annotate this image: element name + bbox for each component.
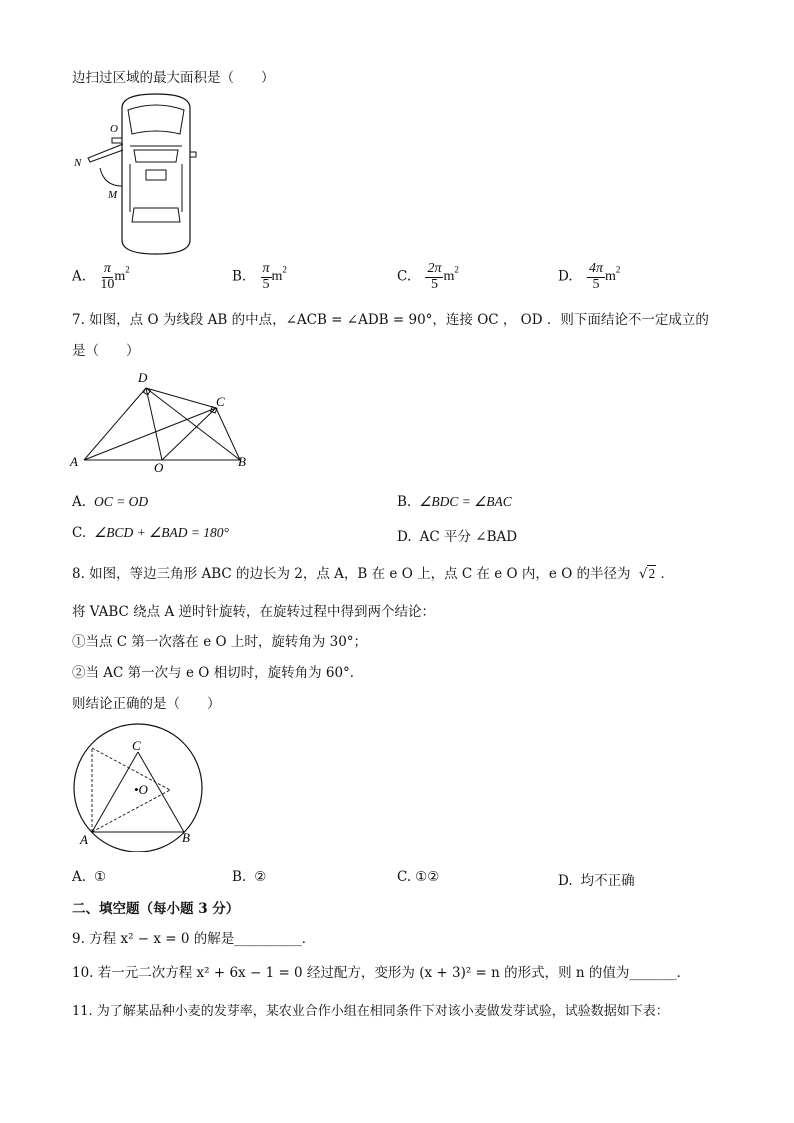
q7-label-A: A — [70, 454, 78, 469]
q7-option-a[interactable]: A. OC = OD — [72, 494, 149, 510]
q8-option-d[interactable]: D. 均不正确 — [558, 873, 635, 889]
label-M: M — [108, 189, 118, 201]
q7-option-b[interactable]: B. ∠BDC = ∠BAC — [397, 494, 512, 510]
q7-label-C: C — [216, 394, 225, 409]
q7-option-c[interactable]: C. ∠BCD + ∠BAD = 180° — [72, 525, 229, 541]
q7-label-B: B — [238, 454, 246, 469]
q8-figure — [66, 722, 216, 852]
q8-label-C: C — [132, 738, 141, 753]
car-figure — [72, 90, 212, 260]
q6-option-b[interactable]: B. $\frac{\pi}{5}$ $m^2$ — [232, 261, 287, 292]
q7-option-d[interactable]: D. AC 平分 ∠BAD — [397, 529, 518, 545]
q6-option-a[interactable]: A. $\frac{\pi}{10}$ $m^2$ — [72, 261, 130, 292]
q8-line4: ②当 AC 第一次与 e O 相切时，旋转角为 60°． — [72, 665, 364, 681]
q8-label-A: A — [80, 832, 88, 847]
q8-option-b[interactable]: B. ② — [232, 869, 267, 885]
q8-option-a[interactable]: A. ① — [72, 869, 107, 885]
q10-text: 10. 若一元二次方程 x² + 6x − 1 = 0 经过配方，变形为 (x + 3)² = n 的形式，则 n 的值为_______． — [72, 965, 691, 981]
q8-line3: ①当点 C 第一次落在 e O 上时，旋转角为 30°； — [72, 634, 368, 650]
q9-text: 9. 方程 x² − x = 0 的解是__________． — [72, 931, 316, 947]
q8-label-O: •O — [134, 782, 148, 797]
q7-figure — [66, 368, 266, 478]
q7-line2: 是（ ） — [72, 343, 140, 359]
q7-line1: 7. 如图，点 O 为线段 AB 的中点，∠ACB = ∠ADB = 90°，连接 OC ， OD ．则下面结论不一定成立的 — [72, 312, 709, 328]
label-N: N — [74, 157, 82, 169]
q8-line1: 8. 如图，等边三角形 ABC 的边长为 2，点 A，B 在 e O 上，点 C 在 e O 内，e O 的半径为 √2 ． — [72, 566, 675, 582]
q8-line5: 则结论正确的是（ ） — [72, 696, 221, 712]
label-O: O — [110, 123, 118, 135]
q8-line2: 将 VABC 绕点 A 逆时针旋转，在旋转过程中得到两个结论： — [72, 604, 435, 620]
q8-label-B: B — [182, 830, 190, 845]
section-heading: 二、填空题（每小题 3 分） — [72, 901, 240, 917]
q6-option-d[interactable]: D. $\frac{4\pi}{5}$ $m^2$ — [558, 261, 621, 292]
sqrt-radicand: 2 — [648, 566, 656, 581]
q6-option-c[interactable]: C. $\frac{2\pi}{5}$ $m^2$ — [397, 261, 459, 292]
q7-label-O: O — [154, 460, 164, 475]
q11-text: 11. 为了解某品种小麦的发芽率，某农业合作小组在相同条件下对该小麦做发芽试验，试验数据如下表： — [72, 1004, 669, 1019]
q6-text: 边扫过区域的最大面积是（ ） — [72, 70, 275, 86]
q7-label-D: D — [138, 370, 148, 385]
q8-option-c[interactable]: C. ①② — [397, 869, 440, 885]
